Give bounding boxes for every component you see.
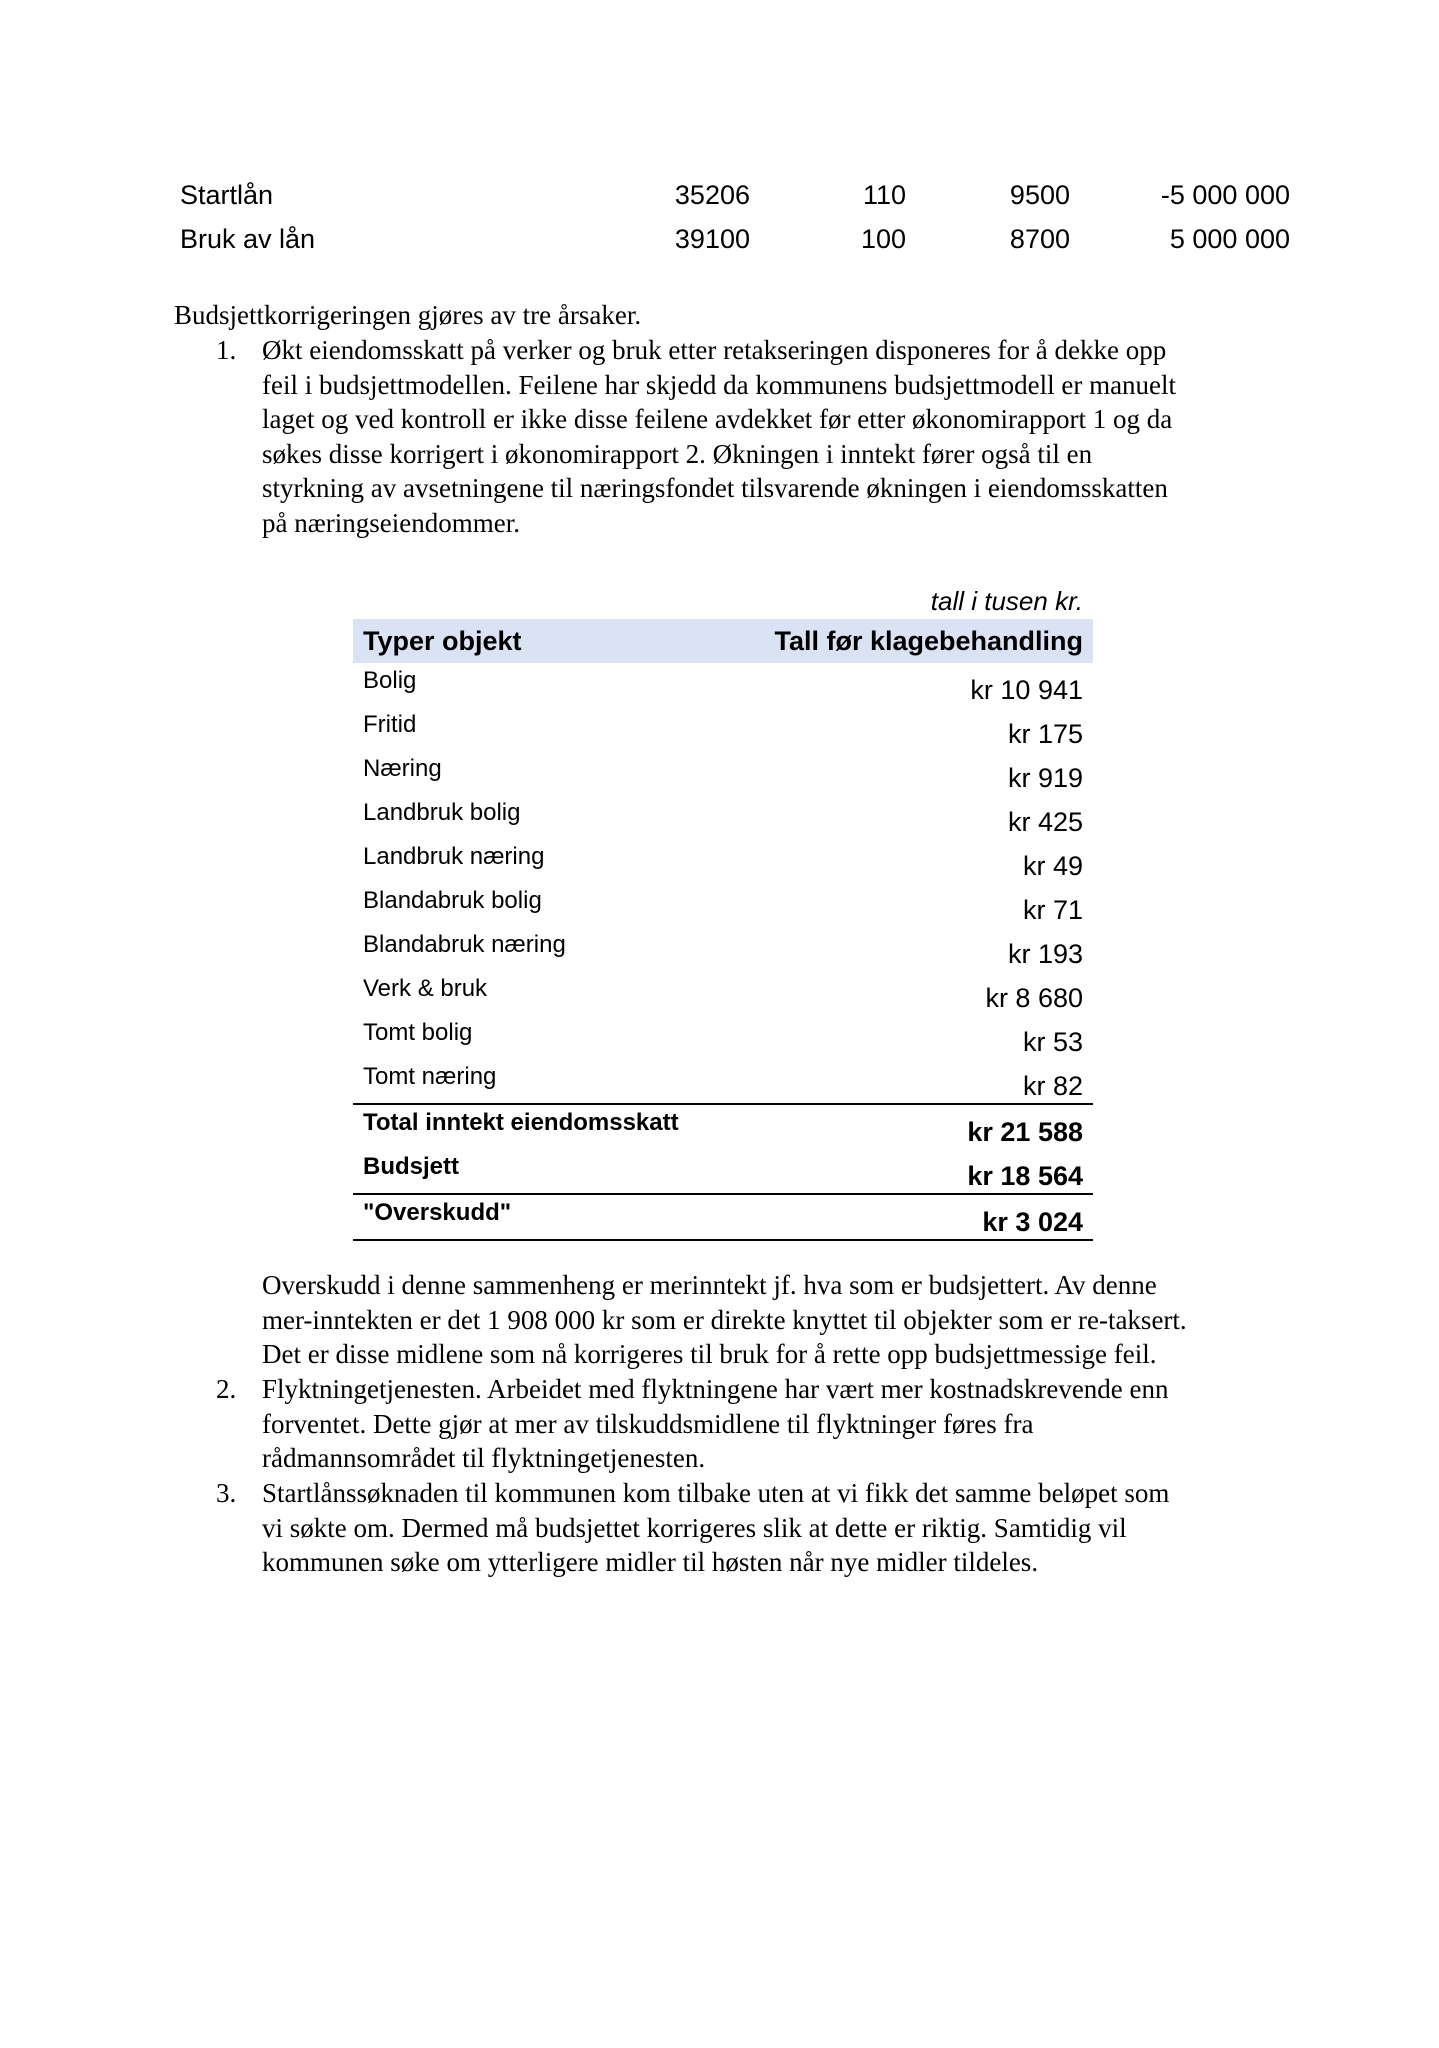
list-item-3 [174, 1476, 1314, 1580]
row-value: kr 49 [1022, 851, 1083, 881]
list-number: 2. [216, 1374, 237, 1404]
table-header [353, 619, 1093, 663]
row-label: Budsjett [363, 1153, 459, 1180]
list-line: rådmannsområdet til flyktningetjenesten. [262, 1443, 706, 1473]
budget-row-name: Startlån [180, 180, 274, 210]
list-line: kommunen søke om ytterligere midler til høsten når nye midler tildeles. [262, 1547, 1039, 1577]
list-item-2 [174, 1372, 1314, 1476]
row-label: Tomt bolig [363, 1019, 473, 1046]
row-label: Landbruk næring [363, 843, 545, 870]
row-value: kr 10 941 [970, 675, 1083, 705]
row-value: kr 21 588 [967, 1117, 1083, 1147]
table-unit-note: tall i tusen kr. [930, 586, 1083, 616]
note-line: mer-inntekten er det 1 908 000 kr som er direkte knyttet til objekter som er re-taksert. [262, 1304, 1187, 1335]
table-row [353, 707, 1093, 751]
list-line: feil i budsjettmodellen. Feilene har skjedd da kommunens budsjettmodell er manuelt [262, 369, 1177, 400]
row-label: Næring [363, 755, 442, 782]
table-row [353, 1015, 1093, 1059]
row-value: kr 71 [1022, 895, 1083, 925]
row-value: kr 175 [1007, 719, 1083, 749]
table-row [353, 971, 1093, 1015]
intro-paragraph: Budsjettkorrigeringen gjøres av tre årsaker. [174, 300, 642, 330]
list-number: 3. [216, 1478, 237, 1508]
table-row [353, 663, 1093, 707]
table-row [353, 795, 1093, 839]
list-line: på næringseiendommer. [262, 507, 520, 538]
budget-row-amount: 5 000 000 [1169, 224, 1290, 254]
budget-row-function: 9500 [1009, 180, 1070, 210]
table-row [353, 1059, 1093, 1103]
budget-row-account: 39100 [674, 224, 750, 254]
list-line: forventet. Dette gjør at mer av tilskuddsmidlene til flyktninger føres fra [262, 1408, 1034, 1439]
list-line: vi søkte om. Dermed må budsjettet korrigeres slik at dette er riktig. Samtidig vil [262, 1512, 1127, 1543]
list-line: Økt eiendomsskatt på verker og bruk etter retakseringen disponeres for å dekke opp [262, 335, 1167, 365]
list-line: søkes disse korrigert i økonomirapport 2. Økningen i inntekt fører også til en [262, 438, 1093, 469]
row-label: Blandabruk næring [363, 931, 566, 958]
row-value: kr 919 [1007, 763, 1083, 793]
row-value: kr 18 564 [967, 1161, 1083, 1191]
row-label: Bolig [363, 667, 417, 694]
row-label: Blandabruk bolig [363, 887, 542, 914]
table-row [353, 751, 1093, 795]
note-line: Overskudd i denne sammenheng er merinntekt jf. hva som er budsjettert. Av denne [262, 1270, 1157, 1300]
row-label: Landbruk bolig [363, 799, 521, 826]
row-value: kr 8 680 [985, 983, 1083, 1013]
property-tax-table [353, 583, 1093, 1241]
budget-row-account: 35206 [674, 180, 750, 210]
row-label: Verk & bruk [363, 975, 488, 1002]
row-value: kr 82 [1022, 1071, 1083, 1101]
budget-row-code: 110 [862, 180, 906, 210]
row-label: Fritid [363, 711, 417, 738]
row-value: kr 193 [1007, 939, 1083, 969]
list-item-1 [174, 333, 1314, 540]
list-line: styrkning av avsetningene til næringsfondet tilsvarende økningen i eiendomsskatten [262, 473, 1168, 503]
surplus-note [174, 1268, 1314, 1372]
row-value: kr 425 [1007, 807, 1083, 837]
table-row [353, 883, 1093, 927]
note-line: Det er disse midlene som nå korrigeres til bruk for å rette opp budsjettmessige feil. [262, 1339, 1157, 1369]
row-label: Tomt næring [363, 1063, 497, 1090]
budget-row-code: 100 [860, 224, 906, 254]
header-type: Typer objekt [363, 625, 522, 656]
list-line: Startlånssøknaden til kommunen kom tilbake uten at vi fikk det samme beløpet som [262, 1478, 1170, 1508]
table-surplus-row [353, 1195, 1093, 1241]
row-value: kr 53 [1022, 1027, 1083, 1057]
budget-row-amount: -5 000 000 [1160, 180, 1290, 210]
table-total-row [353, 1103, 1093, 1149]
budget-row-bruk-av-lan [180, 224, 1290, 268]
budget-table [180, 180, 1290, 268]
list-line: Flyktningetjenesten. Arbeidet med flyktningene har vært mer kostnadskrevende enn [262, 1374, 1169, 1404]
budget-row-name: Bruk av lån [180, 224, 316, 254]
table-budget-row [353, 1149, 1093, 1195]
row-label: "Overskudd" [363, 1199, 512, 1226]
header-value: Tall før klagebehandling [774, 625, 1083, 656]
list-number: 1. [216, 335, 237, 365]
list-line: laget og ved kontroll er ikke disse feilene avdekket før etter økonomirapport 1 og da [262, 404, 1173, 434]
row-value: kr 3 024 [982, 1207, 1083, 1237]
table-row [353, 927, 1093, 971]
row-label: Total inntekt eiendomsskatt [363, 1109, 679, 1136]
table-row [353, 839, 1093, 883]
budget-row-function: 8700 [1009, 224, 1070, 254]
budget-row-startlan [180, 180, 1290, 224]
